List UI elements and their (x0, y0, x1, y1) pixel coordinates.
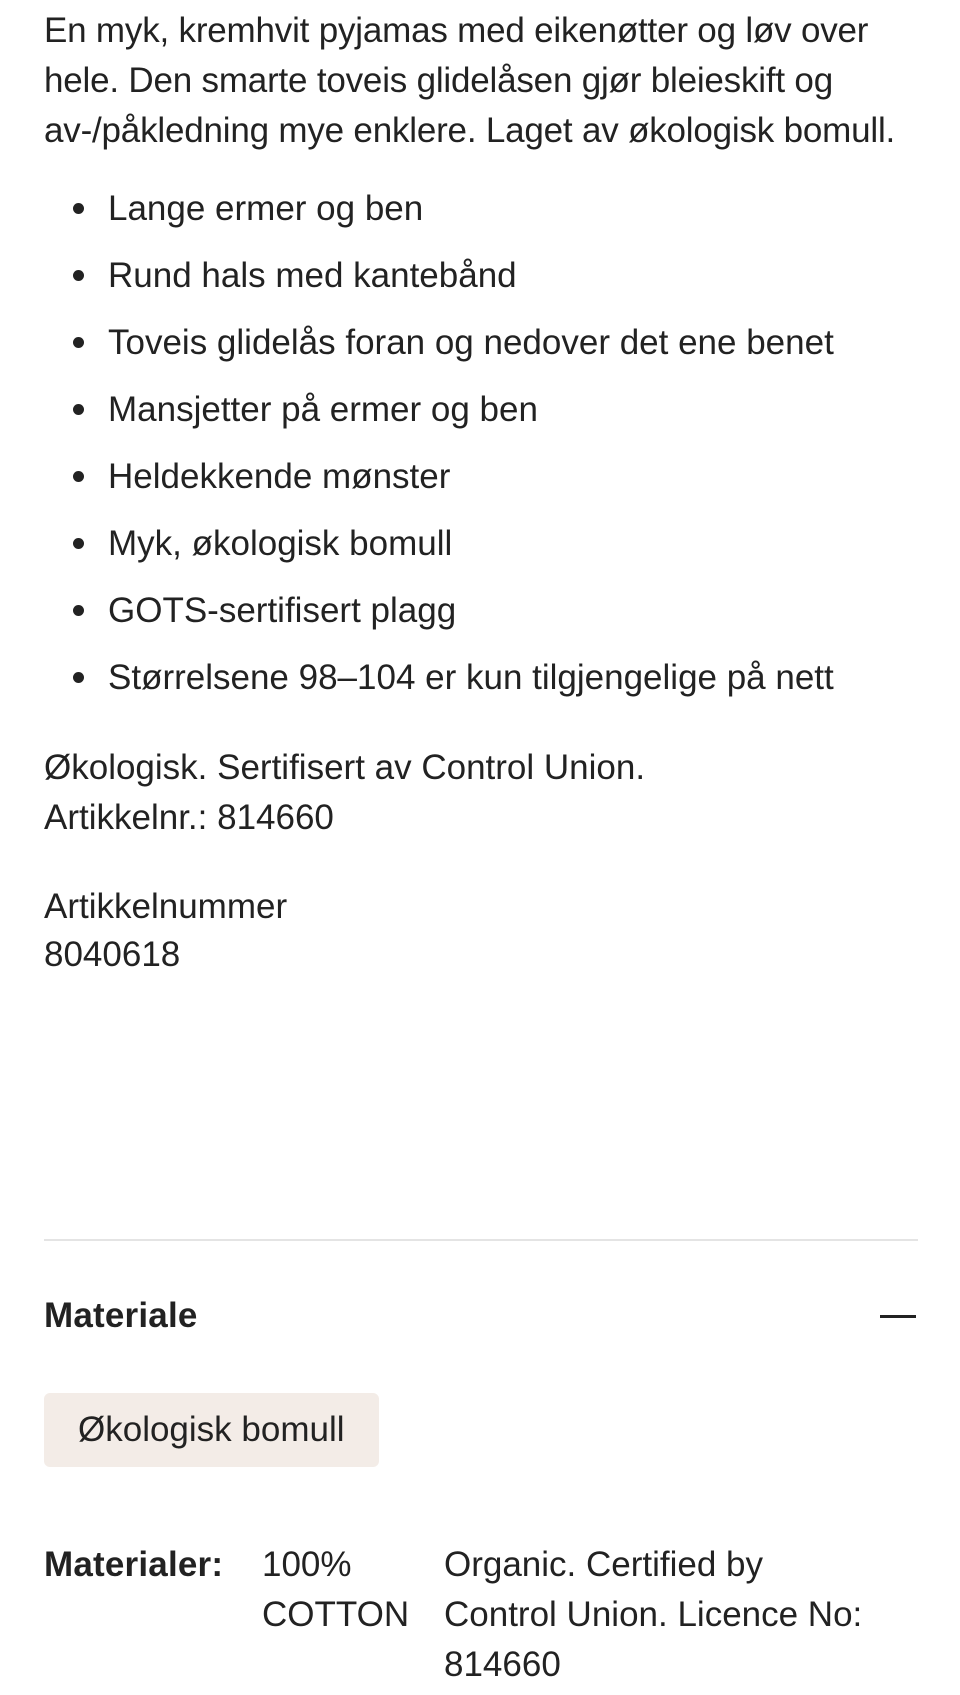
list-item (44, 381, 898, 439)
feature-text: Toveis glidelås foran og nedover det ene benet (108, 323, 834, 362)
feature-text: Rund hals med kantebånd (108, 256, 517, 295)
minus-icon[interactable] (880, 1315, 916, 1318)
article-number-label: Artikkelnummer (44, 887, 288, 926)
certification-text: Økologisk. Sertifisert av Control Union. (44, 748, 646, 787)
materials-row (44, 1540, 874, 1690)
bullet-icon (73, 538, 84, 549)
feature-text: Heldekkende mønster (108, 457, 451, 496)
materials-label: Materialer: (44, 1545, 224, 1584)
list-item (44, 314, 898, 372)
bullet-icon (73, 337, 84, 348)
certification-info (44, 743, 924, 843)
list-item (44, 582, 898, 640)
certification-article-number: Artikkelnr.: 814660 (44, 798, 334, 837)
bullet-icon (73, 672, 84, 683)
list-item (44, 515, 898, 573)
feature-text: Størrelsene 98–104 er kun tilgjengelige på nett (108, 658, 834, 697)
material-section-toggle[interactable] (44, 1290, 918, 1342)
bullet-icon (73, 270, 84, 281)
material-chip: Økologisk bomull (44, 1393, 379, 1467)
materials-note: Organic. Certified by Control Union. Licence No: 814660 (444, 1545, 863, 1684)
section-divider (44, 1239, 918, 1241)
materials-composition: 100% COTTON (262, 1545, 410, 1634)
product-details (44, 0, 924, 979)
product-description: En myk, kremhvit pyjamas med eikenøtter og løv over hele. Den smarte toveis glidelåsen gjør bleieskift og av-/påkledning mye enklere. Laget av økologisk bomull. (44, 11, 896, 150)
section-title: Materiale (44, 1296, 198, 1335)
feature-text: Myk, økologisk bomull (108, 524, 453, 563)
list-item (44, 180, 898, 238)
feature-list (44, 180, 924, 707)
list-item (44, 247, 898, 305)
feature-text: GOTS-sertifisert plagg (108, 591, 457, 630)
list-item (44, 649, 898, 707)
bullet-icon (73, 404, 84, 415)
article-number-value: 8040618 (44, 935, 181, 974)
bullet-icon (73, 605, 84, 616)
feature-text: Lange ermer og ben (108, 189, 424, 228)
bullet-icon (73, 203, 84, 214)
article-number (44, 883, 924, 979)
feature-text: Mansjetter på ermer og ben (108, 390, 538, 429)
list-item (44, 448, 898, 506)
bullet-icon (73, 471, 84, 482)
